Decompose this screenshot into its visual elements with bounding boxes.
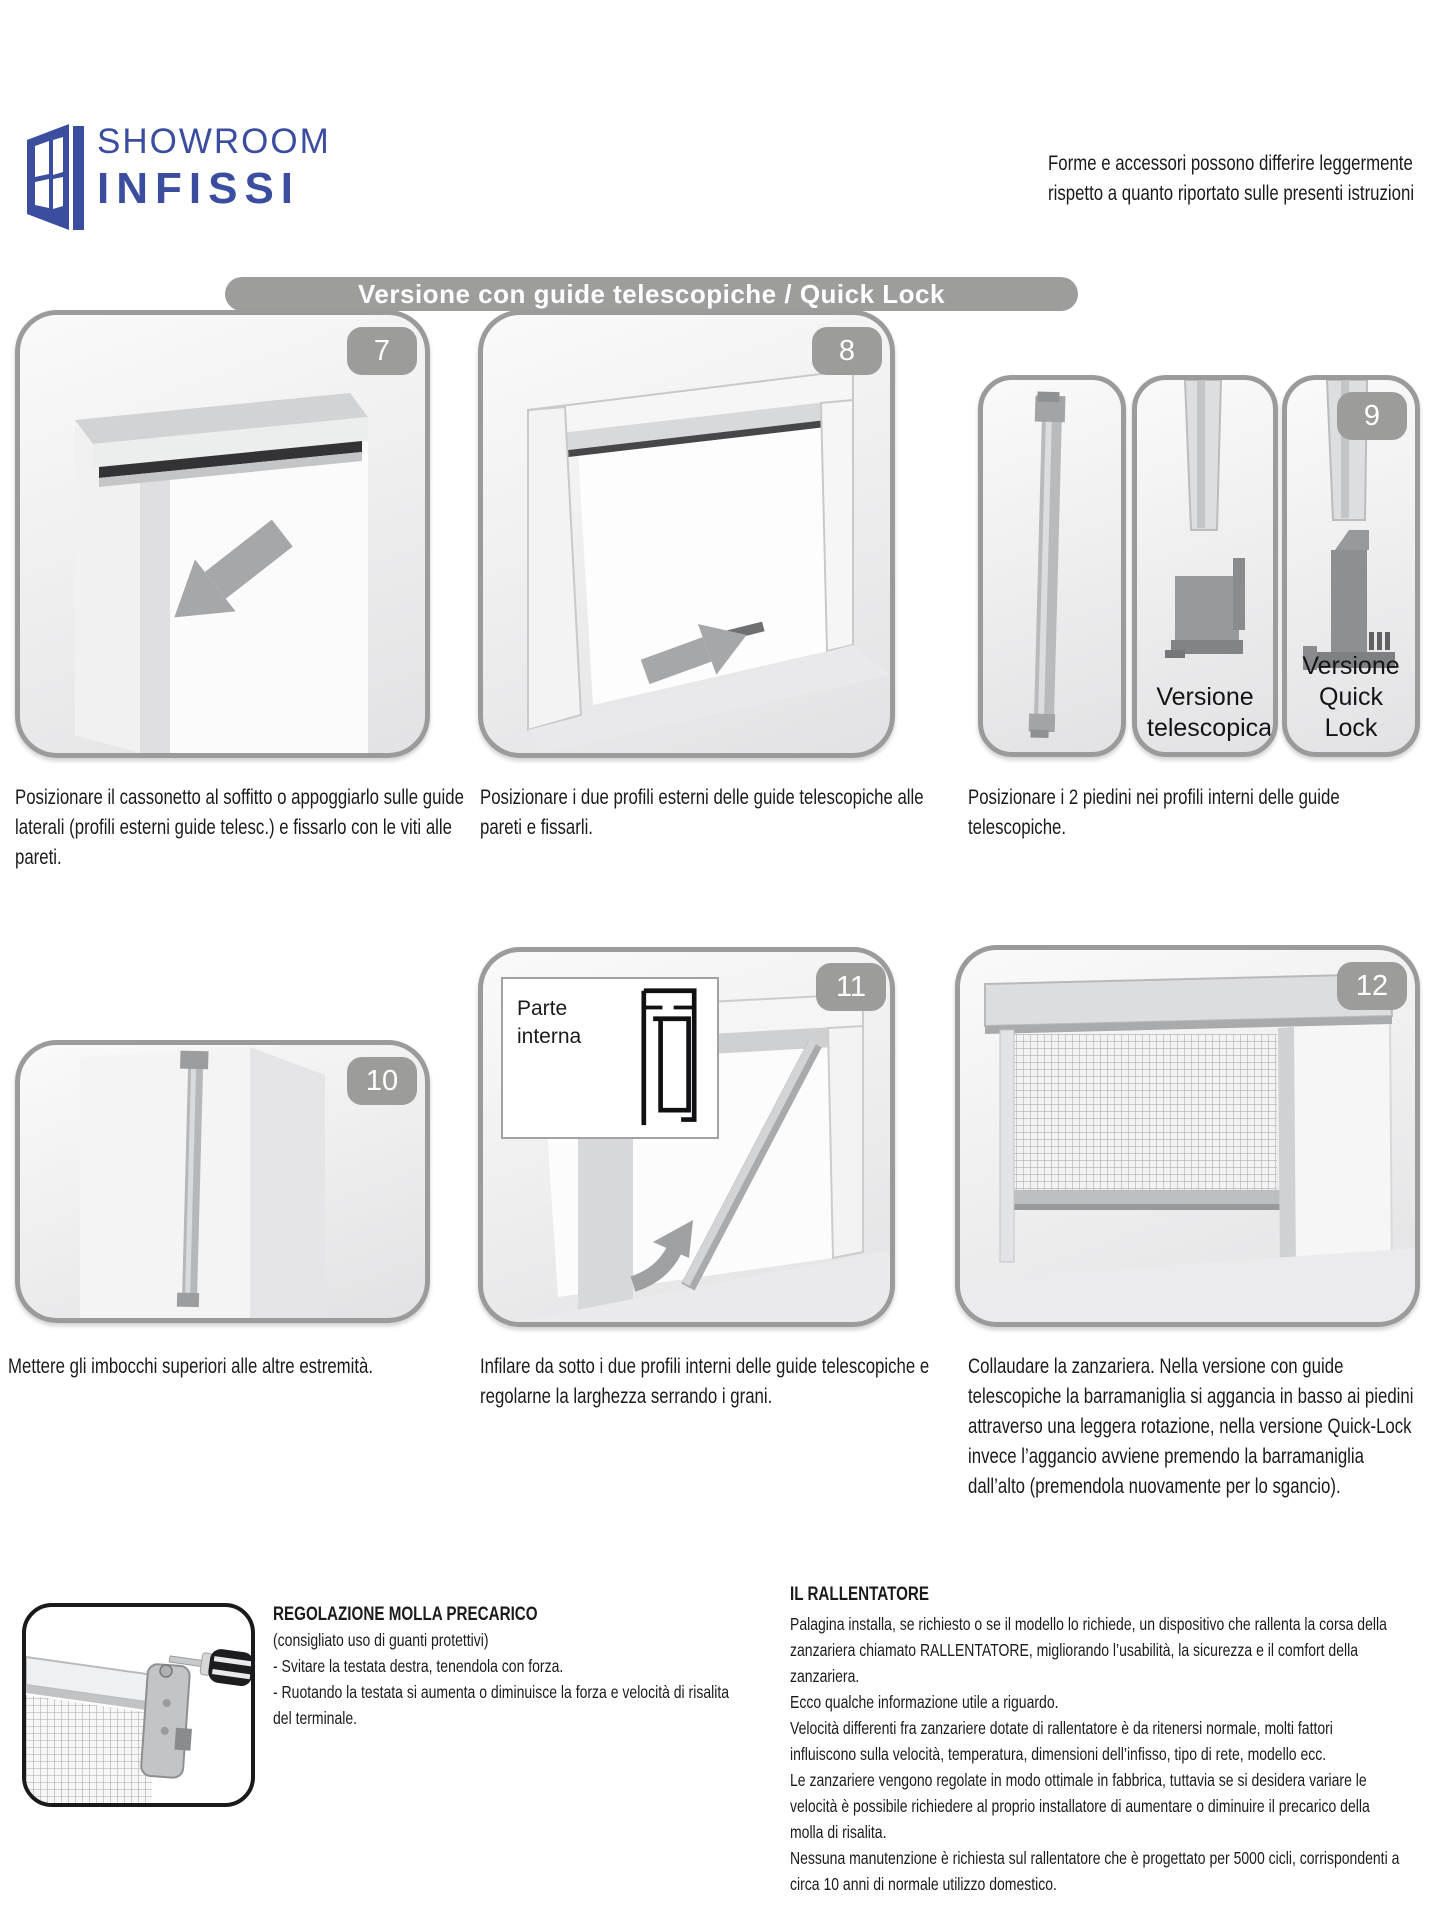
step-panel-8 bbox=[478, 310, 895, 758]
step-number-badge: 12 bbox=[1337, 962, 1407, 1010]
rallentatore-paragraph: Ecco qualche informazione utile a riguardo. bbox=[790, 1692, 1059, 1712]
rallentatore-paragraph: Nessuna manutenzione è richiesta sul rallentatore che è progettato per 5000 cicli, corrispondenti a circa 10 anni di normale utilizzo domestico. bbox=[790, 1848, 1400, 1894]
spring-adjustment-section bbox=[273, 1602, 743, 1731]
screwdriver-illustration bbox=[26, 1607, 251, 1803]
disclaimer-line-1: Forme e accessori possono differire leggermente bbox=[1048, 152, 1413, 175]
step-number-badge: 7 bbox=[347, 327, 417, 375]
step-number-badge: 11 bbox=[816, 963, 886, 1011]
section-title-bar: Versione con guide telescopiche / Quick Lock bbox=[225, 277, 1078, 311]
spring-adjustment-line: - Ruotando la testata si aumenta o diminuisce la forza e velocità di risalita del terminale. bbox=[273, 1682, 730, 1728]
spring-adjustment-line: (consigliato uso di guanti protettivi) bbox=[273, 1630, 489, 1650]
spring-adjustment-heading: REGOLAZIONE MOLLA PRECARICO bbox=[273, 1604, 538, 1625]
step-8-caption: Posizionare i due profili esterni delle guide telescopiche alle pareti e fissarli. bbox=[480, 786, 924, 839]
step-panel-9-telescopica bbox=[1132, 375, 1278, 757]
parte-interna-diagram bbox=[629, 987, 709, 1127]
versione-telescopica-label: Versione telescopica bbox=[1147, 683, 1273, 742]
step-number-badge: 10 bbox=[347, 1057, 417, 1105]
rallentatore-paragraph: Le zanzariere vengono regolate in modo ottimale in fabbrica, tuttavia se si desidera variare le velocità è possibile richiedere al proprio installatore di aumentare o diminuire il precarico della molla di risalita. bbox=[790, 1770, 1370, 1842]
step-number-badge: 8 bbox=[812, 327, 882, 375]
logo-text-infissi: INFISSI bbox=[97, 164, 301, 213]
step-panel-7 bbox=[15, 310, 430, 758]
step-panel-10 bbox=[15, 1040, 430, 1323]
step-7-caption: Posizionare il cassonetto al soffitto o appoggiarlo sulle guide laterali (profili esterni guide telesc.) e fissarlo con le viti alle pareti. bbox=[15, 786, 464, 869]
parte-interna-inset bbox=[501, 977, 719, 1139]
rallentatore-heading: IL RALLENTATORE bbox=[790, 1584, 930, 1605]
disclaimer-line-2: rispetto a quanto riportato sulle presenti istruzioni bbox=[1048, 182, 1415, 205]
versione-quicklock-label: Versione Quick Lock bbox=[1302, 652, 1400, 742]
step-10-caption: Mettere gli imbocchi superiori alle altre estremità. bbox=[8, 1355, 374, 1378]
step-panel-9-bar bbox=[978, 375, 1126, 757]
step-11-caption: Infilare da sotto i due profili interni delle guide telescopiche e regolarne la larghezza serrando i grani. bbox=[480, 1355, 930, 1408]
step-panel-11 bbox=[478, 947, 895, 1327]
step-7-illustration bbox=[20, 315, 425, 753]
parte-interna-label: Parte interna bbox=[517, 997, 582, 1048]
rallentatore-paragraph: Palagina installa, se richiesto o se il modello lo richiede, un dispositivo che rallenta la corsa della zanzariera chiamato RALLENTATORE, migliorando l’usabilità, la sicurezza e il comfort della zanzariera. bbox=[790, 1614, 1387, 1686]
step-8-illustration bbox=[483, 315, 890, 753]
window-logo-icon bbox=[25, 122, 87, 232]
step-9-bar-illustration bbox=[983, 380, 1121, 752]
spring-adjustment-photo bbox=[22, 1603, 255, 1807]
logo bbox=[25, 122, 331, 232]
step-9-caption: Posizionare i 2 piedini nei profili interni delle guide telescopiche. bbox=[968, 786, 1340, 839]
logo-text-showroom: SHOWROOM bbox=[97, 122, 331, 161]
step-12-caption: Collaudare la zanzariera. Nella versione con guide telescopiche la barramaniglia si aggancia in basso ai piedini attraverso una leggera rotazione, nella versione Quick-Lock invece l’aggancio avviene premendo la barramaniglia dall’alto (premendola nuovamente per lo sgancio). bbox=[968, 1355, 1414, 1498]
step-number-badge: 9 bbox=[1337, 392, 1407, 440]
spring-adjustment-line: - Svitare la testata destra, tenendola con forza. bbox=[273, 1656, 564, 1676]
rallentatore-section bbox=[790, 1582, 1402, 1897]
step-panel-12 bbox=[955, 945, 1420, 1327]
step-panel-9-quicklock bbox=[1282, 375, 1420, 757]
disclaimer-note bbox=[1048, 149, 1414, 209]
rallentatore-paragraph: Velocità differenti fra zanzariere dotate di rallentatore è da ritenersi normale, molti fattori influiscono sulla velocità, temperatura, dimensioni dell’infisso, tipo di rete, modello ecc. bbox=[790, 1718, 1333, 1764]
